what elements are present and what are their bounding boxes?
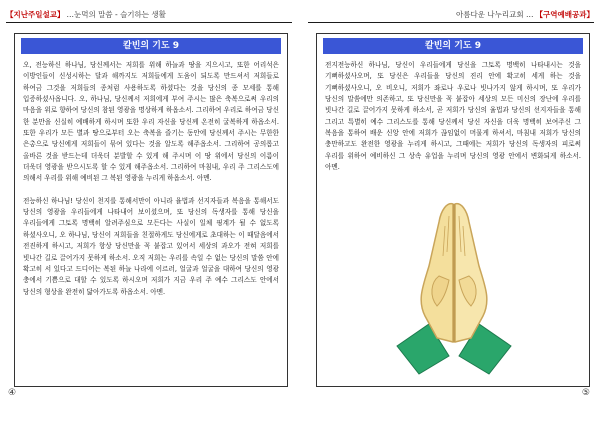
prayer-paragraph: 오, 전능하신 하나님, 당신께서는 저희를 위해 하늘과 땅을 지으시고, 또한 어리석은 이방인들이 신성시하는 달과 해까지도 저희들에게 도움이 되도록 만드셔서 저희들로 하여금 그것을 저희들의 종처럼 사용하도록 하셨다는 것을 당신의 종 모세를 통해 입증하셨사옵니다. 오, 하나님, 당신께서 저희에게 부여 주시는 많은 축복으로써 우리의 마음을 위로 향하여 당신의 참된 영광을 명상하게 하옵소서. 그리하여 우리로 하여금 당신 한 분만을 신실히 예배하게 하시며 또한 우리 자신을 당신께 온전히 굴복하게 하옵소서. 또한 우리가 모든 별과 땅으로부터 오는 축복을 즐기는 동안에 당신께서 주시는 무한한 은총으로 당신에게 저희들이 묶여 있다는 것을 알도록 해주옵소서. 그리하여 공의롭고 올바른 것을 받드는데 더욱더 분발할 수 있게 해 주시며 이 땅 위에서 당신의 이름이 더욱더 영광을 받으시도록 할 수 있게 해주옵소서. 그리하여 마침내, 우리 주 그리스도에 의해서 우리를 위해 예비된 그 복된 영광을 누리게 하옵소서. 아멘. xyxy=(23,61,279,183)
left-page-header xyxy=(6,8,292,23)
prayer-paragraph: 전능하신 하나님! 당신이 천지를 통해서만이 아니라 율법과 선지자들과 복음을 통해서도 당신의 영광을 우리들에게 나타내어 보이셨으며, 또 당신의 독생자를 통해 당신을 우리들에게 그토록 명백히 알려주심으로 모든다는 사실이 일체 핑계가 될 수 없도록 하셨사오니, 오 하나님, 당신이 저희들을 친절하게도 당신에게로 초대하는 이 때달음에서 전진하게 하시고, 저희가 항상 당신만을 꼭 붙잡고 있어서 세상의 과오가 전혀 저희를 빗나간 길로 끌어가지 못하게 하소서. 오직 저희는 우리를 속일 수 없는 당신의 말씀 안에 확고히 서 있다고 드디어는 복된 하늘 나라에 이르러, 얼굴과 얼굴을 대하여 당신의 영광 충에서 기쁨으로 대할 수 있도록 하시오며 저희가 지금 우리 주 예수 그리스도 안에서 당신의 형상을 완전히 닮아가도록 하옵소서. 아멘. xyxy=(23,196,279,296)
section-title: 칼빈의 기도 9 xyxy=(21,38,281,54)
right-page xyxy=(300,0,600,424)
left-content-frame xyxy=(14,33,288,387)
prayer-text xyxy=(325,60,581,173)
page-number: ⑤ xyxy=(581,388,590,398)
praying-hands-icon xyxy=(389,196,519,380)
prayer-paragraph: 전지전능하신 하나님, 당신이 우리들에게 당신을 그토록 명백히 나타내시는 것을 기뻐하셨사오며, 또 당신은 우리들을 당신의 진리 안에 확고히 세게 하는 것을 기뻐하셨사오니, 오 비오니, 저희가 좌로나 우로나 빗나가지 않게 하시며, 또 우리가 당신의 말씀에만 의존하고, 또 당신만을 꼭 붙잡아 세상의 모든 미신의 장난에 우리를 빗나간 길로 끌어가지 못하게 하소서, 곧 저희가 당신의 율법과 당신의 선지자들을 통해 그리고 특별히 예수 그리스도를 통해 당신께서 당신 자신을 더욱 명백히 보여주신 그 복음을 통하여 배운 신앙 안에 저희가 끊임없이 머물게 하셔서, 마침내 저희가 당신의 충만하고도 완전한 영광을 누리게 하시고, 그때에는 저희가 당신의 독생자의 피로써 우리를 위하여 예비하신 그 상속 유업을 누리며 당신의 영광 안에서 변화되게 하소서. 아멘. xyxy=(325,61,581,172)
page-number: ④ xyxy=(8,388,17,398)
right-content-frame xyxy=(316,33,590,387)
header-tag: 【지난주일설교】 xyxy=(6,10,65,19)
header-tag: 【구역예배공과】 xyxy=(535,10,594,19)
header-subtitle: …눈먹의 말씀 - 슬기하는 생활 xyxy=(66,10,166,19)
prayer-text xyxy=(23,60,279,298)
right-page-header xyxy=(308,8,594,23)
section-title: 칼빈의 기도 9 xyxy=(323,38,583,54)
header-subtitle: 아름다운 나누리교회 … xyxy=(456,10,534,19)
